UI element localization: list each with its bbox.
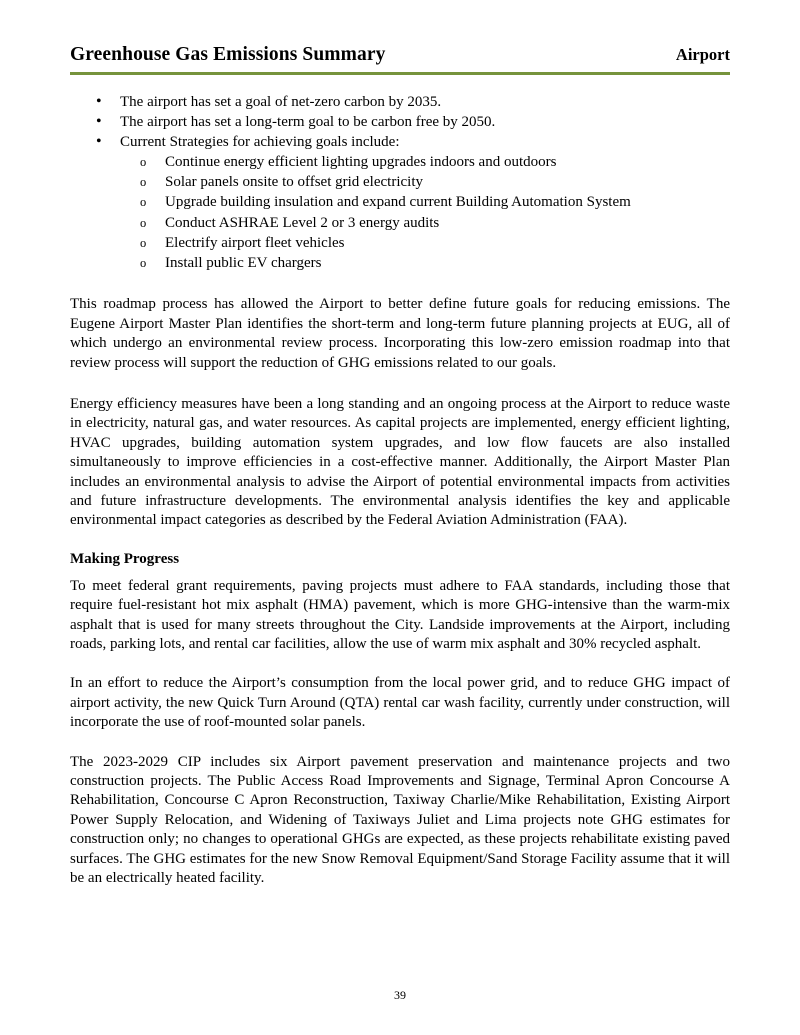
list-item: • The airport has set a long-term goal to be carbon free by 2050. (70, 113, 730, 133)
list-item: o Conduct ASHRAE Level 2 or 3 energy audits (70, 214, 730, 234)
paragraph-cip-projects: The 2023-2029 CIP includes six Airport pavement preservation and maintenance projects and two construction projects. The Public Access Road Improvements and Signage, Terminal Apron Concourse A Rehabilitation, Concourse C Apron Reconstruction, Taxiway Charlie/Mike Rehabilitation, Existing Airport Power Supply Relocation, and Widening of Taxiways Juliet and Lima projects note GHG estimates for construction only; no changes to operational GHGs are expected, as these projects rehabilitate existing paved surfaces. The GHG estimates for the new Snow Removal Equipment/Sand Storage Facility assume that it will be an electrically heated facility. (70, 753, 730, 887)
paragraph-qta-solar: In an effort to reduce the Airport’s consumption from the local power grid, and to reduce GHG impact of airport activity, the new Quick Turn Around (QTA) rental car wash facility, currently under construction, will incorporate the use of roof-mounted solar panels. (70, 675, 730, 731)
strategies-sub-list (70, 153, 730, 273)
list-item: o Continue energy efficient lighting upgrades indoors and outdoors (70, 153, 730, 173)
paragraph-roadmap: This roadmap process has allowed the Airport to better define future goals for reducing emissions. The Eugene Airport Master Plan identifies the short-term and long-term future planning projects at EUG, all of which undergo an environmental review process. Incorporating this low-zero emission roadmap into that review process will support the reduction of GHG emissions related to our goals. (70, 296, 730, 371)
header-divider (70, 72, 730, 75)
list-item: o Electrify airport fleet vehicles (70, 234, 730, 254)
header-section-label: Airport (675, 45, 730, 64)
page-number: 39 (394, 988, 406, 1002)
page-header (70, 44, 730, 70)
list-item: o Upgrade building insulation and expand current Building Automation System (70, 193, 730, 213)
list-item: • Current Strategies for achieving goals include: (70, 133, 730, 153)
list-item: • The airport has set a goal of net-zero carbon by 2035. (70, 93, 730, 113)
list-item: o Install public EV chargers (70, 254, 730, 274)
page-title: Greenhouse Gas Emissions Summary (70, 44, 386, 65)
paragraph-energy-efficiency: Energy efficiency measures have been a long standing and an ongoing process at the Airport to reduce waste in electricity, natural gas, and water resources. As capital projects are implemented, energy efficient lighting, HVAC upgrades, building automation system upgrades, and low flow faucets are also installed simultaneously to improve efficiencies in a cost-effective manner. Additionally, the Airport Master Plan includes an environmental analysis to advise the Airport of potential environmental impacts from activities and future infrastructure developments. The environmental analysis identifies the key and applicable environmental impact categories as described by the Federal Aviation Administration (FAA). (70, 395, 730, 529)
paragraph-federal-grants: To meet federal grant requirements, paving projects must adhere to FAA standards, including those that require fuel-resistant hot mix asphalt (HMA) pavement, which is more GHG-intensive than the warm-mix asphalt that is used for many streets throughout the City. Landside improvements at the Airport, including roads, parking lots, and rental car facilities, allow the use of warm mix asphalt and 30% recycled asphalt. (70, 577, 730, 653)
subheading-making-progress: Making Progress (70, 550, 180, 567)
goals-bullet-list (70, 93, 730, 153)
list-item: o Solar panels onsite to offset grid electricity (70, 173, 730, 193)
